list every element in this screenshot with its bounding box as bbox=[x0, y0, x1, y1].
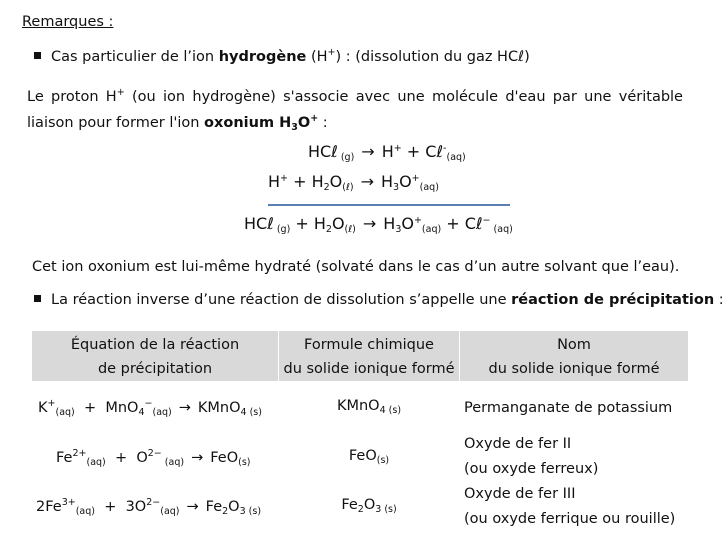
header-line: Équation de la réaction bbox=[70, 337, 240, 353]
eq3-b-sub: 2 bbox=[325, 224, 332, 235]
product-sub: 4 (s) bbox=[240, 407, 262, 418]
oxonium-word: oxonium H bbox=[204, 115, 292, 131]
ion2-sub2: (aq) bbox=[160, 506, 180, 517]
arrow-icon: → bbox=[362, 214, 377, 233]
ion2-sub: 4 bbox=[138, 407, 145, 418]
equation-overall bbox=[244, 214, 513, 235]
name-line: Oxyde de fer III bbox=[464, 486, 576, 502]
row-formula bbox=[279, 398, 459, 416]
ion2-sub2: (aq) bbox=[152, 407, 172, 418]
eq3-e: O bbox=[401, 214, 414, 233]
equation-oxonium-formation bbox=[268, 172, 439, 193]
plus: + bbox=[105, 450, 137, 466]
para-text-1: Le proton H bbox=[27, 89, 117, 105]
eq3-e-sup: + bbox=[413, 215, 422, 226]
eq2-e-sub: (aq) bbox=[419, 182, 439, 193]
bullet-hydrogen-ion bbox=[34, 47, 530, 65]
row-equation bbox=[32, 497, 276, 517]
eq2-d: H bbox=[381, 172, 394, 191]
header-line: du solide ionique formé bbox=[488, 361, 660, 377]
table-header bbox=[32, 331, 688, 381]
eq2-b-sub: 2 bbox=[323, 182, 330, 193]
para-text-2: (ou ion hydrogène) s'associe avec une molécule d'eau par une véritable liaison pour former l'ion bbox=[27, 89, 683, 131]
arrow-icon: → bbox=[186, 499, 199, 515]
row-formula bbox=[279, 497, 459, 515]
arrow-icon: → bbox=[191, 450, 204, 466]
oxonium-formula bbox=[204, 115, 318, 131]
eq3-c: O bbox=[331, 214, 345, 233]
bullet-text-mid: (H bbox=[306, 49, 328, 65]
eq1-b: H bbox=[381, 142, 394, 161]
eq3-f-sub: (aq) bbox=[490, 224, 513, 235]
header-equation bbox=[32, 331, 279, 383]
ion2: 3O bbox=[125, 499, 147, 515]
ion2: MnO bbox=[105, 400, 139, 416]
equation-sum-rule bbox=[268, 204, 510, 206]
eq2-c-sub: (ℓ) bbox=[342, 182, 354, 193]
eq1-c-sub: (aq) bbox=[446, 152, 466, 163]
formula-main-2: O bbox=[363, 497, 376, 513]
bullet2-tail: : bbox=[714, 292, 724, 308]
row-name-fe2 bbox=[464, 432, 598, 482]
row-formula bbox=[279, 448, 459, 466]
header-line: Nom bbox=[557, 337, 591, 353]
ion1-sup: 2+ bbox=[72, 448, 87, 459]
formula-sub: 4 (s) bbox=[379, 405, 402, 416]
square-bullet-icon bbox=[34, 52, 41, 59]
eq3-c-sub: (ℓ) bbox=[344, 224, 356, 235]
row-name-fe3 bbox=[464, 482, 675, 532]
formula-sub: 2 bbox=[357, 504, 364, 515]
ion1-sup: + bbox=[47, 398, 56, 409]
square-bullet-icon bbox=[34, 295, 41, 302]
bullet-text-end: ) : (dissolution du gaz HCℓ) bbox=[335, 49, 530, 65]
ion2-sub2: (aq) bbox=[161, 457, 185, 468]
eq1-c-sup: - bbox=[443, 143, 447, 154]
oxonium-o: O bbox=[297, 115, 311, 131]
equation-dissolution-hcl bbox=[308, 142, 466, 163]
eq3-a: HCℓ bbox=[244, 214, 274, 233]
eq2-d-sub: 3 bbox=[393, 182, 400, 193]
product-sub: 2 bbox=[222, 506, 229, 517]
eq2-a-sup: + bbox=[280, 173, 288, 184]
name-line: (ou oxyde ferrique ou rouille) bbox=[464, 511, 676, 527]
row-equation bbox=[32, 448, 296, 468]
eq3-f-sup: − bbox=[482, 215, 491, 226]
row-equation bbox=[32, 398, 278, 418]
name-line: Permanganate de potassium bbox=[464, 400, 673, 416]
bullet-text: Cas particulier de l’ion bbox=[51, 49, 219, 65]
product-2: O bbox=[228, 499, 240, 515]
formula-sub: (s) bbox=[376, 455, 390, 466]
eq3-d-sub: 3 bbox=[395, 224, 402, 235]
bullet2-text: La réaction inverse d’une réaction de dissolution s’appelle une bbox=[51, 292, 512, 308]
eq1-b-sup: + bbox=[393, 143, 402, 154]
oxonium-sub: 3 bbox=[291, 122, 298, 133]
eq1-a-sub: (g) bbox=[337, 152, 355, 163]
ion1: K bbox=[38, 400, 48, 416]
proton-paragraph bbox=[27, 82, 683, 139]
header-line: de précipitation bbox=[97, 361, 213, 377]
eq2-e: O bbox=[399, 172, 412, 191]
eq2-e-sup: + bbox=[411, 173, 420, 184]
eq3-b: + H bbox=[290, 214, 326, 233]
arrow-icon: → bbox=[178, 400, 191, 416]
product: Fe bbox=[205, 499, 223, 515]
section-heading: Remarques : bbox=[22, 14, 114, 30]
row-name bbox=[464, 400, 688, 416]
name-line: Oxyde de fer II bbox=[464, 436, 572, 452]
header-formula bbox=[279, 331, 460, 383]
ion2-sup: − bbox=[144, 398, 153, 409]
product: FeO bbox=[210, 450, 239, 466]
bullet-precipitation bbox=[34, 292, 724, 308]
eq2-b: + H bbox=[288, 172, 324, 191]
eq2-a: H bbox=[268, 172, 281, 191]
formula-main: KMnO bbox=[336, 398, 380, 414]
ion2-sup: 2− bbox=[146, 497, 161, 508]
formula-main: FeO bbox=[348, 448, 377, 464]
eq1-a: HCℓ bbox=[308, 142, 338, 161]
product-sub: (s) bbox=[238, 457, 251, 468]
ion1-sub: (aq) bbox=[86, 457, 106, 468]
ion1-sub: (aq) bbox=[75, 506, 95, 517]
eq1-c: + Cℓ bbox=[401, 142, 444, 161]
product-2-sub: 3 (s) bbox=[239, 506, 262, 517]
oxonium-sup: + bbox=[310, 113, 319, 124]
eq3-e-sub: (aq) bbox=[421, 224, 442, 235]
eq3-f: + Cℓ bbox=[441, 214, 483, 233]
eq3-d: H bbox=[383, 214, 396, 233]
plus: + bbox=[74, 400, 106, 416]
bullet-bold: hydrogène bbox=[218, 49, 307, 65]
para-sup: + bbox=[116, 87, 125, 98]
formula-sub-2: 3 (s) bbox=[375, 504, 397, 515]
eq2-c: O bbox=[329, 172, 343, 191]
header-line: Formule chimique bbox=[304, 337, 434, 353]
ion1: Fe bbox=[56, 450, 73, 466]
header-name bbox=[460, 331, 688, 383]
para-tail: : bbox=[318, 115, 328, 131]
arrow-icon: → bbox=[360, 172, 374, 191]
eq3-a-sub: (g) bbox=[273, 224, 291, 235]
solvation-note: Cet ion oxonium est lui-même hydraté (solvaté dans le cas d’un autre solvant que l’eau). bbox=[32, 259, 680, 275]
plus: + bbox=[94, 499, 126, 515]
name-line: (ou oxyde ferreux) bbox=[464, 461, 599, 477]
ion1-sub: (aq) bbox=[55, 407, 75, 418]
ion2: O bbox=[136, 450, 148, 466]
ion1: 2Fe bbox=[36, 499, 62, 515]
ion2-sup: 2− bbox=[147, 448, 162, 459]
bullet2-bold: réaction de précipitation bbox=[511, 292, 715, 308]
ion1-sup: 3+ bbox=[61, 497, 76, 508]
arrow-icon: → bbox=[361, 142, 375, 161]
product: KMnO bbox=[197, 400, 241, 416]
header-line: du solide ionique formé bbox=[283, 361, 455, 377]
formula-main: Fe bbox=[341, 497, 358, 513]
bullet-sup: + bbox=[327, 47, 336, 58]
